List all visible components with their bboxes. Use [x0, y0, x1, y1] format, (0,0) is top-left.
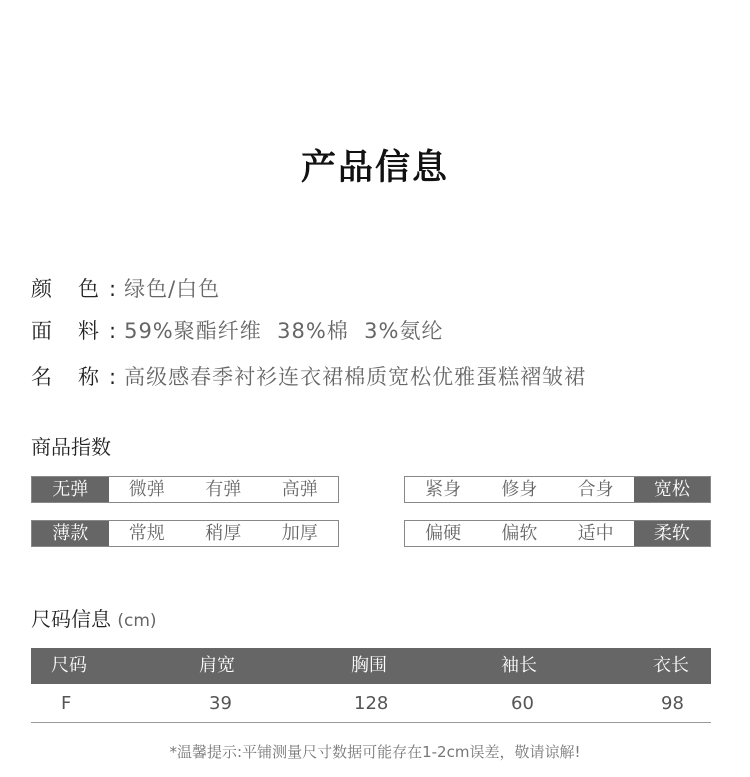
size-unit: (cm) [117, 611, 157, 631]
elasticity-scale [31, 476, 339, 503]
scale-option: 无弹 [32, 477, 109, 502]
scale-option: 柔软 [634, 521, 710, 546]
scale-option: 紧身 [425, 479, 462, 500]
info-label: 面 料 [31, 319, 99, 343]
info-label: 颜 色 [31, 277, 99, 301]
cell-shoulder: 39 [209, 693, 232, 714]
scale-option: 修身 [501, 479, 538, 500]
scale-option: 常规 [128, 523, 165, 544]
thickness-scale [31, 520, 339, 547]
header-sleeve: 袖长 [501, 655, 537, 676]
info-value-material: 59%聚酯纤维 38%棉 3%氨纶 [124, 319, 444, 343]
table-row [31, 684, 711, 723]
cell-size: F [61, 693, 72, 714]
size-table [31, 648, 711, 723]
size-note: *温馨提示:平铺测量尺寸数据可能存在1-2cm误差，敬请谅解! [169, 743, 581, 761]
cell-length: 98 [661, 693, 684, 714]
scale-option: 适中 [577, 523, 614, 544]
softness-scale [404, 520, 711, 547]
scale-option: 微弹 [128, 479, 165, 500]
scale-option: 稍厚 [205, 523, 242, 544]
scale-option: 高弹 [281, 479, 318, 500]
info-row-color: 颜 色 : 绿色/白色 [31, 274, 220, 304]
info-value-name: 高级感春季衬衫连衣裙棉质宽松优雅蛋糕褶皱裙 [124, 365, 587, 389]
size-table-header [31, 648, 711, 684]
scale-option: 宽松 [634, 477, 710, 502]
info-row-name: 名 称 : 高级感春季衬衫连衣裙棉质宽松优雅蛋糕褶皱裙 [31, 362, 586, 392]
scale-option: 加厚 [281, 523, 318, 544]
scale-option: 有弹 [205, 479, 242, 500]
cell-sleeve: 60 [511, 693, 534, 714]
scale-option: 薄款 [32, 521, 109, 546]
header-bust: 胸围 [351, 655, 387, 676]
header-length: 衣长 [653, 655, 689, 676]
index-section-title: 商品指数 [31, 435, 111, 459]
header-shoulder: 肩宽 [199, 655, 235, 676]
fit-scale [404, 476, 711, 503]
info-value-color: 绿色/白色 [124, 277, 221, 301]
info-row-material: 面 料 : 59%聚酯纤维 38%棉 3%氨纶 [31, 316, 443, 346]
scale-option: 合身 [577, 479, 614, 500]
cell-bust: 128 [354, 693, 389, 714]
scale-option: 偏软 [501, 523, 538, 544]
info-label: 名 称 [31, 365, 99, 389]
size-section-title: 尺码信息 (cm) [31, 607, 157, 631]
scale-option: 偏硬 [425, 523, 462, 544]
page-title: 产品信息 [300, 148, 449, 188]
header-size: 尺码 [51, 655, 87, 676]
